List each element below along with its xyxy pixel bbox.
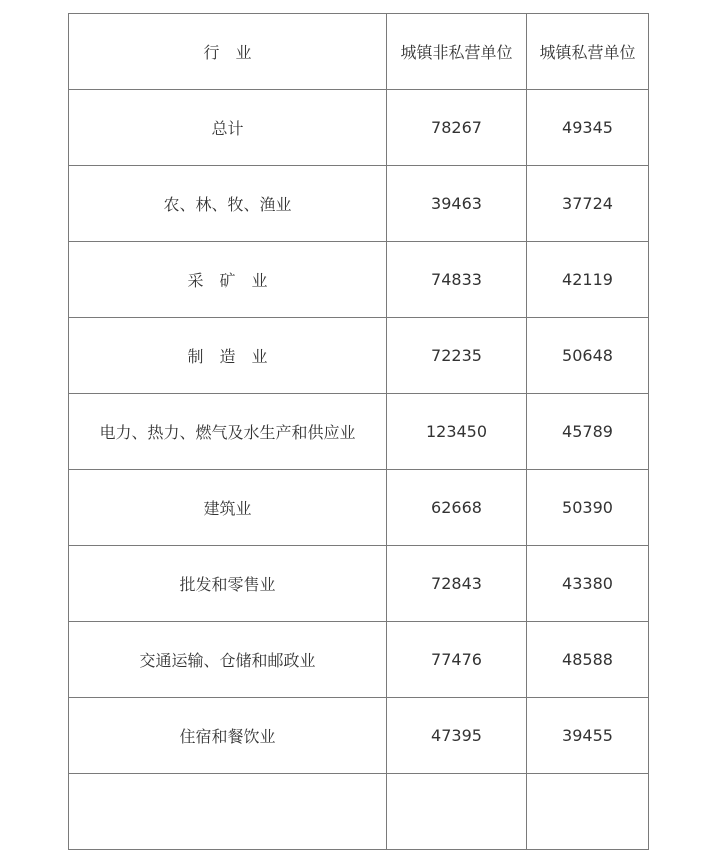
- wage-table-container: [68, 13, 649, 850]
- non-private-value-cell: [387, 774, 527, 850]
- non-private-value-cell: 72843: [387, 546, 527, 622]
- header-private-units: 城镇私营单位: [527, 14, 649, 90]
- industry-cell: 电力、热力、燃气及水生产和供应业: [69, 394, 387, 470]
- industry-cell: 建筑业: [69, 470, 387, 546]
- industry-cell: [69, 774, 387, 850]
- private-value-cell: 48588: [527, 622, 649, 698]
- industry-cell: 制 造 业: [69, 318, 387, 394]
- industry-cell: 交通运输、仓储和邮政业: [69, 622, 387, 698]
- table-row: [69, 318, 649, 394]
- industry-cell: 批发和零售业: [69, 546, 387, 622]
- non-private-value-cell: 62668: [387, 470, 527, 546]
- private-value-cell: 42119: [527, 242, 649, 318]
- non-private-value-cell: 77476: [387, 622, 527, 698]
- header-non-private-units: 城镇非私营单位: [387, 14, 527, 90]
- non-private-value-cell: 72235: [387, 318, 527, 394]
- private-value-cell: 43380: [527, 546, 649, 622]
- non-private-value-cell: 78267: [387, 90, 527, 166]
- table-row: [69, 698, 649, 774]
- private-value-cell: 49345: [527, 90, 649, 166]
- private-value-cell: 37724: [527, 166, 649, 242]
- wage-table: [68, 13, 649, 850]
- private-value-cell: [527, 774, 649, 850]
- industry-cell: 总计: [69, 90, 387, 166]
- table-header-row: [69, 14, 649, 90]
- table-row: [69, 242, 649, 318]
- private-value-cell: 39455: [527, 698, 649, 774]
- table-row: [69, 470, 649, 546]
- non-private-value-cell: 74833: [387, 242, 527, 318]
- table-row: [69, 546, 649, 622]
- table-row: [69, 622, 649, 698]
- private-value-cell: 50648: [527, 318, 649, 394]
- non-private-value-cell: 39463: [387, 166, 527, 242]
- table-row: [69, 774, 649, 850]
- industry-cell: 农、林、牧、渔业: [69, 166, 387, 242]
- table-row: [69, 166, 649, 242]
- table-row: [69, 90, 649, 166]
- table-row: [69, 394, 649, 470]
- header-industry: 行 业: [69, 14, 387, 90]
- private-value-cell: 50390: [527, 470, 649, 546]
- industry-cell: 采 矿 业: [69, 242, 387, 318]
- private-value-cell: 45789: [527, 394, 649, 470]
- non-private-value-cell: 47395: [387, 698, 527, 774]
- industry-cell: 住宿和餐饮业: [69, 698, 387, 774]
- non-private-value-cell: 123450: [387, 394, 527, 470]
- table-body: [69, 90, 649, 850]
